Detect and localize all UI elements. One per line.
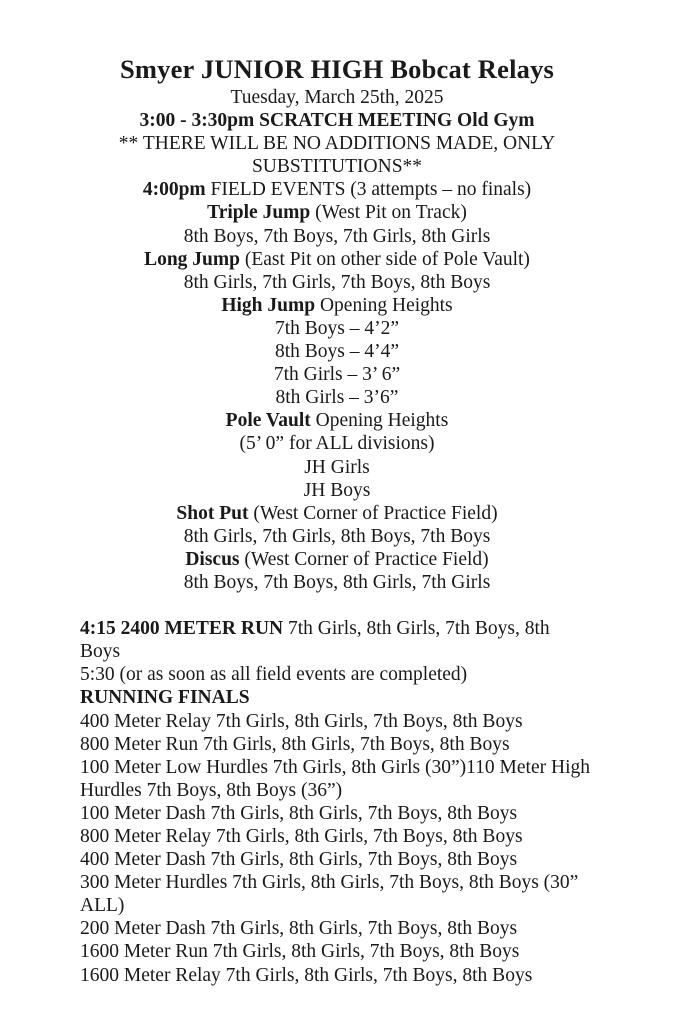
running-start-time-line: 5:30 (or as soon as all field events are completed): [80, 664, 468, 686]
event-discus: [80, 548, 594, 571]
event-name-bold: Pole Vault: [225, 410, 311, 432]
running-order-text: 7th Girls, 8th Girls, 7th Boys, 8th Boys: [80, 618, 550, 663]
event-name-bold: Discus: [185, 548, 240, 570]
running-finals-heading: RUNNING FINALS: [80, 687, 250, 709]
high-jump-height-8th-girls: 8th Girls – 3’6”: [275, 387, 399, 409]
running-time-event-bold: 4:15 2400 METER RUN: [80, 618, 284, 640]
running-event-400-relay: 400 Meter Relay 7th Girls, 8th Girls, 7th Boys, 8th Boys: [80, 710, 523, 732]
event-name-bold: Long Jump: [144, 248, 240, 270]
event-long-jump: [80, 248, 594, 271]
meet-schedule-document: [80, 54, 594, 987]
running-event-300-hurdles: 300 Meter Hurdles 7th Girls, 8th Girls, 7th Boys, 8th Boys (30” ALL): [80, 872, 579, 917]
running-event-1600-run: 1600 Meter Run 7th Girls, 8th Girls, 7th Boys, 8th Boys: [80, 941, 520, 963]
event-name-bold: Triple Jump: [207, 202, 311, 224]
meet-date: Tuesday, March 25th, 2025: [230, 87, 444, 108]
event-name-bold: High Jump: [221, 294, 316, 316]
event-location-text: (West Pit on Track): [310, 202, 467, 224]
running-event-100-dash: 100 Meter Dash 7th Girls, 8th Girls, 7th Boys, 8th Boys: [80, 802, 518, 824]
field-events-time: 4:00pm: [142, 179, 206, 201]
event-triple-jump: [80, 201, 594, 224]
running-event-800-run: 800 Meter Run 7th Girls, 8th Girls, 7th Boys, 8th Boys: [80, 733, 510, 755]
event-subtitle-text: Opening Heights: [310, 410, 449, 432]
pole-vault-jh-boys: JH Boys: [303, 479, 371, 501]
high-jump-height-7th-girls: 7th Girls – 3’ 6”: [273, 364, 401, 386]
high-jump-height-7th-boys: 7th Boys – 4’2”: [274, 317, 400, 339]
shot-put-order: 8th Girls, 7th Girls, 8th Boys, 7th Boys: [183, 525, 491, 547]
field-events-heading: [80, 178, 594, 201]
running-event-1600-relay: 1600 Meter Relay 7th Girls, 8th Girls, 7th Boys, 8th Boys: [80, 964, 533, 986]
running-2400-meter-run: [80, 617, 594, 663]
running-event-400-dash: 400 Meter Dash 7th Girls, 8th Girls, 7th Boys, 8th Boys: [80, 849, 518, 871]
running-events-section: [80, 617, 594, 987]
event-pole-vault: [80, 409, 594, 432]
pole-vault-jh-girls: JH Girls: [304, 456, 370, 478]
event-location-text: (West Corner of Practice Field): [239, 548, 489, 570]
field-events-heading-text: FIELD EVENTS (3 attempts – no finals): [205, 179, 532, 201]
substitutions-notice: ** THERE WILL BE NO ADDITIONS MADE, ONLY SUBSTITUTIONS**: [118, 133, 556, 178]
event-high-jump: [80, 294, 594, 317]
event-subtitle-text: Opening Heights: [315, 294, 453, 316]
event-name-bold: Shot Put: [176, 502, 249, 524]
event-location-text: (West Corner of Practice Field): [248, 502, 498, 524]
running-event-800-relay: 800 Meter Relay 7th Girls, 8th Girls, 7th Boys, 8th Boys: [80, 826, 523, 847]
triple-jump-order: 8th Boys, 7th Boys, 7th Girls, 8th Girls: [183, 225, 491, 247]
discus-order: 8th Boys, 7th Boys, 8th Girls, 7th Girls: [183, 571, 491, 593]
high-jump-height-8th-boys: 8th Boys – 4’4”: [274, 341, 400, 363]
long-jump-order: 8th Girls, 7th Girls, 7th Boys, 8th Boys: [183, 271, 491, 293]
event-shot-put: [80, 502, 594, 525]
page-title: Smyer JUNIOR HIGH Bobcat Relays: [119, 54, 555, 84]
pole-vault-height-all: (5’ 0” for ALL divisions): [239, 433, 435, 455]
running-event-100-low-hurdles-110-high-hurdles: 100 Meter Low Hurdles 7th Girls, 8th Girls (30”)110 Meter High Hurdles 7th Boys, 8th Boys (36”): [80, 756, 590, 801]
scratch-meeting-line: 3:00 - 3:30pm SCRATCH MEETING Old Gym: [139, 110, 535, 132]
running-event-200-dash: 200 Meter Dash 7th Girls, 8th Girls, 7th Boys, 8th Boys: [80, 918, 518, 940]
event-location-text: (East Pit on other side of Pole Vault): [239, 248, 530, 270]
